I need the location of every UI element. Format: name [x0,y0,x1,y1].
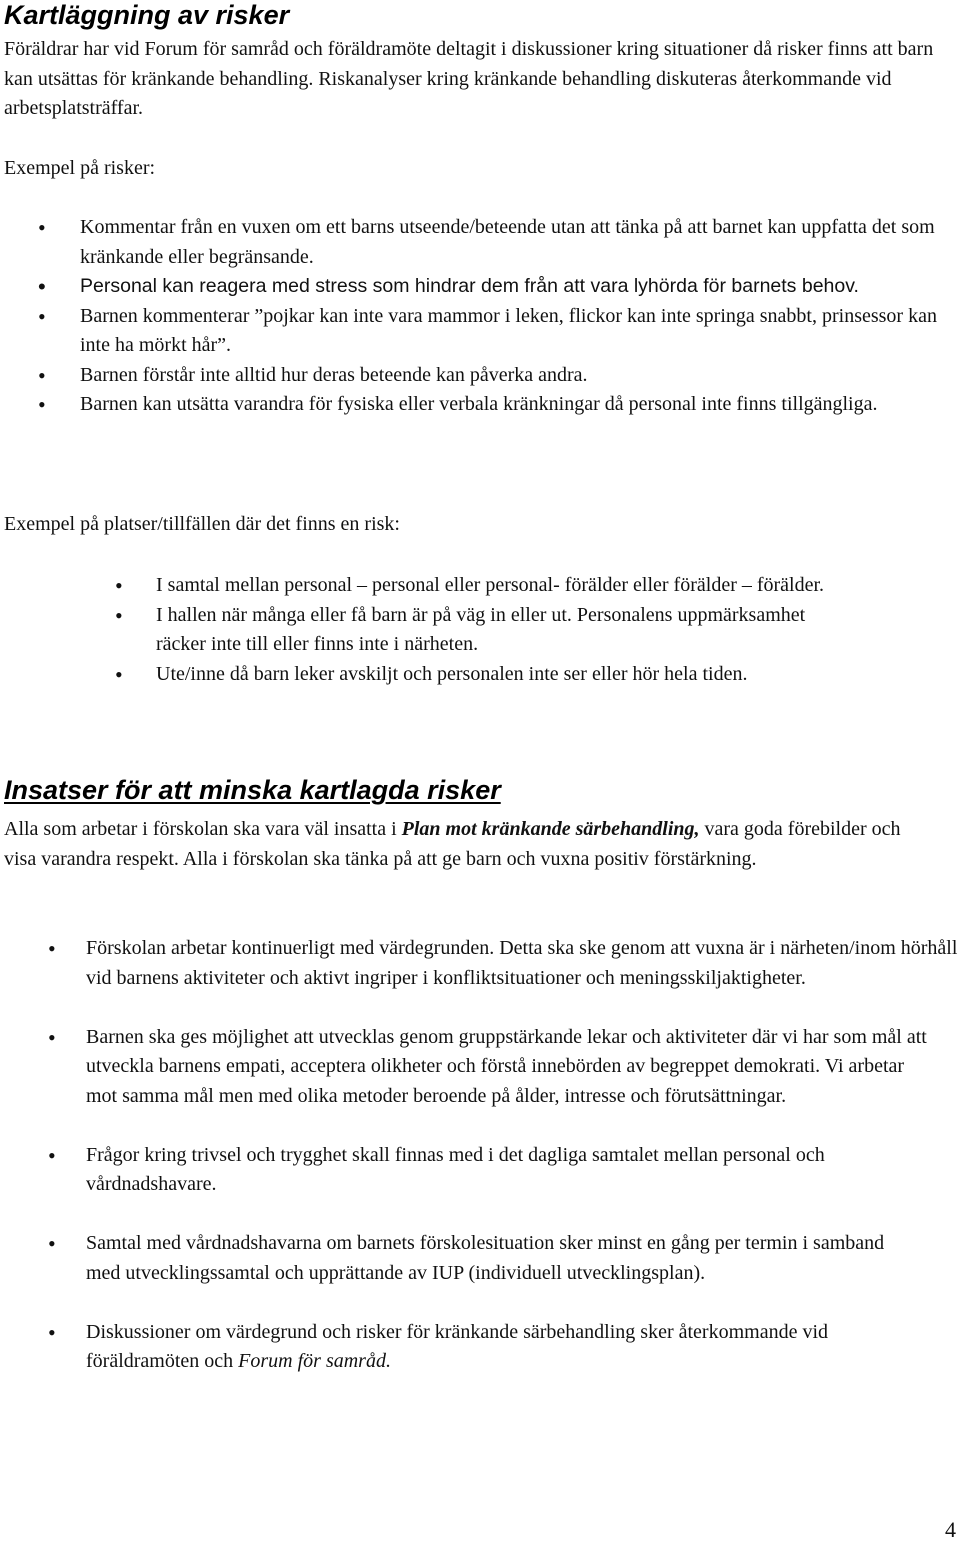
risks-list [0,213,960,420]
list-item [0,361,960,391]
list-item [0,1141,960,1200]
bullet-icon: • [115,661,123,687]
list-item [0,660,960,690]
measures-intro-start: Alla som arbetar i förskolan ska vara väl insatta i [4,818,402,840]
list-item [0,302,960,361]
list-item [0,213,960,272]
section-title-measures: Insatser för att minska kartlagda risker [4,775,501,805]
place-text: I hallen när många eller få barn är på väg in eller ut. Personalens uppmärksamhet räcker inte till eller finns inte i närheten. [156,603,806,655]
intro-paragraph: Föräldrar har vid Forum för samråd och föräldramöte deltagit i diskussioner kring situationer då risker finns att barn kan utsättas för kränkande behandling. Riskanalyser kring kränkande behandling diskuteras återkommande vid arbetsplatsträffar. [4,38,934,119]
bullet-icon: • [48,936,56,961]
measure-text: Diskussioner om värdegrund och risker för kränkande särbehandling sker återkommande vid föräldramöten och [86,1320,829,1372]
measure-text: Barnen ska ges möjlighet att utvecklas genom gruppstärkande lekar och aktiviteter där vi har som mål att utveckla barnens empati, acceptera olikheter och förstå innebörden av begreppet demokrati. Vi arbetar mot samma mål men med olika metoder beroende på ålder, intresse och förutsättningar. [86,1025,927,1107]
risk-text: Barnen förstår inte alltid hur deras beteende kan påverka andra. [80,363,588,386]
list-item [0,1229,960,1288]
bullet-icon: • [48,1024,56,1050]
measure-text: Samtal med vårdnadshavarna om barnets förskolesituation sker minst en gång per termin i samband med utvecklingssamtal och upprättande av IUP (individuell utvecklingsplan). [86,1232,885,1284]
bullet-icon: • [115,573,123,598]
measures-list [0,934,960,1377]
list-item [0,272,960,302]
place-text: I samtal mellan personal – personal eller personal- förälder eller förälder – förälder. [156,574,825,596]
bullet-icon: • [38,362,46,388]
list-item [0,571,960,601]
measures-intro-end: vara goda förebilder och visa varandra respekt. Alla i förskolan ska tänka på att ge barn och vuxna positiv förstärkning. [4,818,901,870]
places-list [0,571,960,689]
bullet-icon: • [115,602,123,628]
list-item [0,934,960,993]
risk-text: Kommentar från en vuxen om ett barns utseende/beteende utan att tänka på att barnet kan uppfatta det som kränkande eller begränsande. [80,216,935,268]
list-item [0,1023,960,1112]
risk-text: Barnen kan utsätta varandra för fysiska eller verbala kränkningar då personal inte finns tillgängliga. [80,393,878,415]
places-heading: Exempel på platser/tillfällen där det finns en risk: [4,513,400,535]
bullet-icon: • [38,303,46,329]
section-title-risk-mapping: Kartläggning av risker [4,0,290,30]
list-item [0,601,960,660]
place-text: Ute/inne då barn leker avskiljt och personalen inte ser eller hör hela tiden. [156,662,748,685]
measure-text: Förskolan arbetar kontinuerligt med värdegrunden. Detta ska ske genom att vuxna är i närheten/inom hörhåll vid barnens aktiviteter och aktivt ingriper i konfliktsituationer och meningsskiljaktigheter. [86,937,958,989]
bullet-icon: • [38,392,46,417]
risk-text: Barnen kommenterar ”pojkar kan inte vara mammor i leken, flickor kan inte springa snabbt, prinsessor kan inte ha mörkt hår”. [80,304,937,356]
measures-intro [4,815,934,874]
page-number: 4 [945,1517,956,1542]
forum-name: Forum för samråd. [238,1350,391,1372]
bullet-icon: • [38,274,46,299]
bullet-icon: • [48,1319,56,1345]
risk-text: Personal kan reagera med stress som hindrar dem från att vara lyhörda för barnets behov. [80,275,859,297]
bullet-icon: • [48,1231,56,1256]
bullet-icon: • [48,1142,56,1168]
plan-title: Plan mot kränkande särbehandling, [401,818,700,840]
list-item [0,390,960,420]
measure-text: Frågor kring trivsel och trygghet skall finnas med i det dagliga samtalet mellan personal och vårdnadshavare. [86,1143,825,1195]
list-item [0,1318,960,1377]
risks-heading: Exempel på risker: [4,157,156,179]
bullet-icon: • [38,215,46,240]
